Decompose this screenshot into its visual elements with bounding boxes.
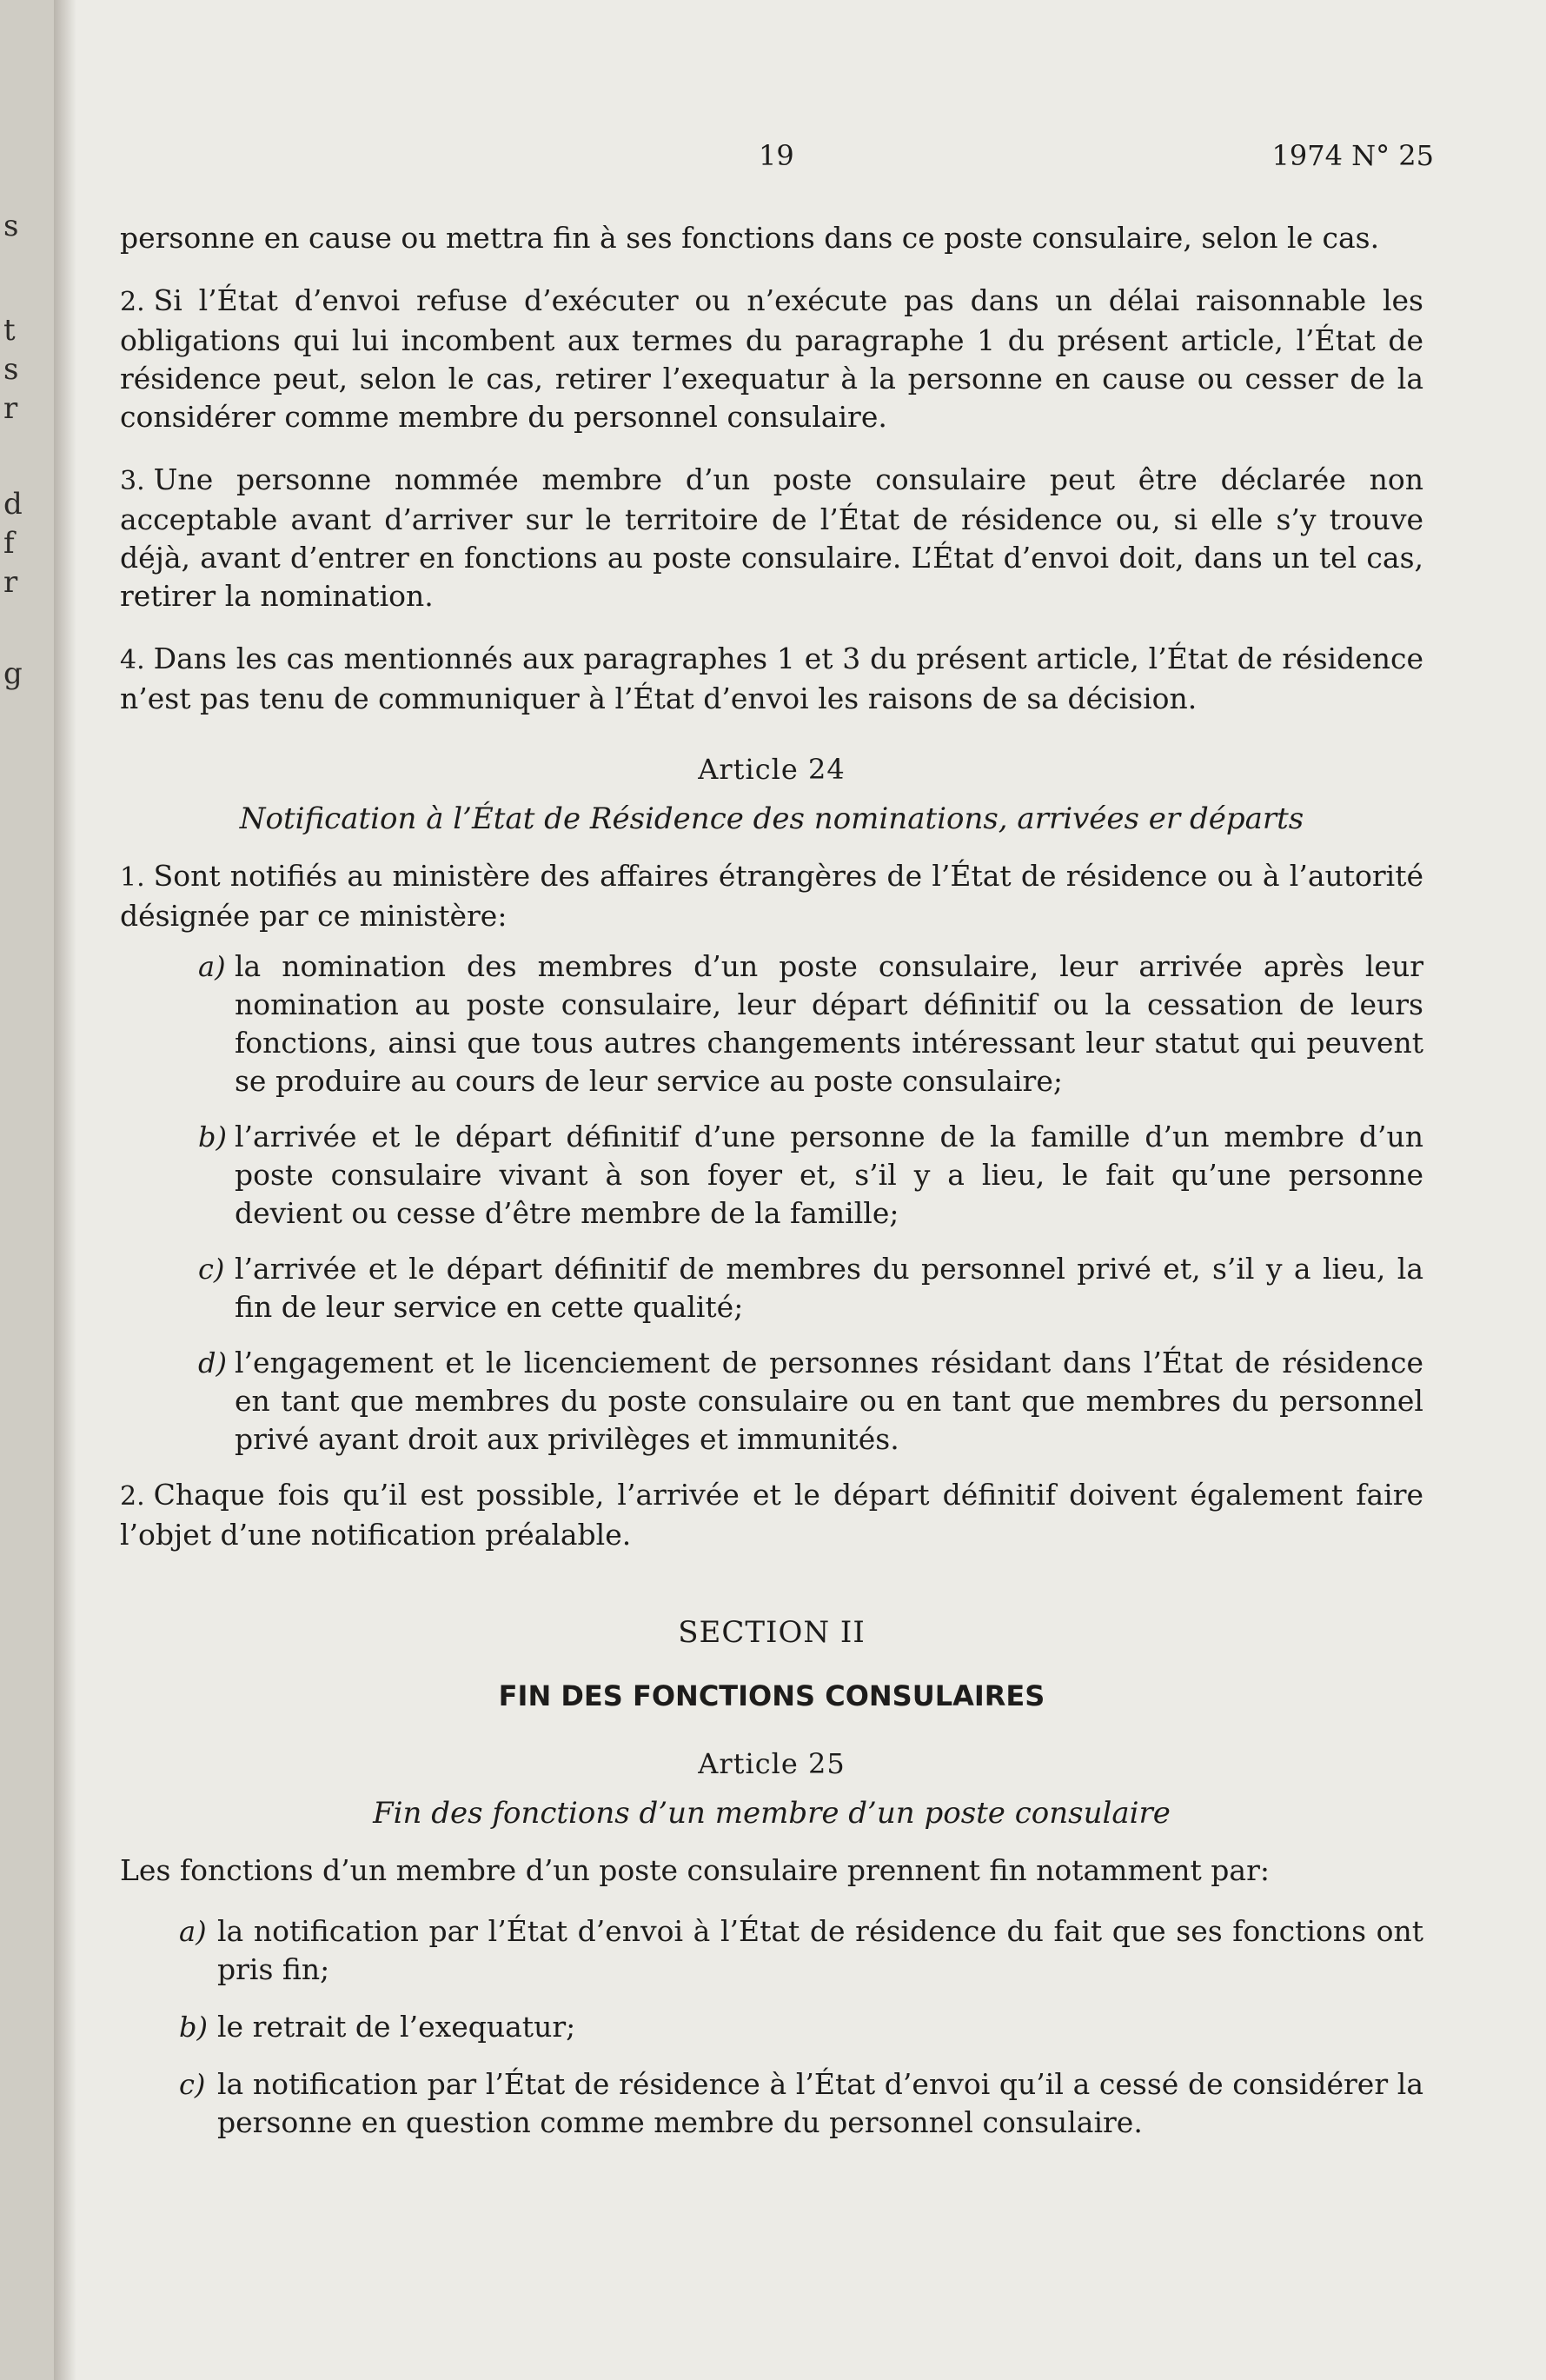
gutter-shadow [54,0,76,2380]
paragraph-continued: personne en cause ou mettra fin à ses fonctions dans ce poste consulaire, selon le cas. [120,221,1380,255]
paragraph-text: Si l’État d’envoi refuse d’exécuter ou n’exécute pas dans un délai raisonnable les obligations qui lui incombent aux termes du paragraphe 1 du présent article, l’État de résidence peut, selon le cas, retirer l’exequatur à la personne en cause ou cesser de la considérer comme membre du personnel consulaire. [120,283,1423,434]
paragraph-number: 3. [120,466,145,496]
paragraph-2 [120,282,1423,436]
paragraph-text: Une personne nommée membre d’un poste consulaire peut être déclarée non acceptable avant d’arriver sur le territoire de l’État de résidence ou, si elle s’y trouve déjà, avant d’entrer en fonctions au poste consulaire. L’État d’envoi doit, dans un tel cas, retirer la nomination. [120,462,1423,613]
item-text: l’arrivée et le départ définitif de membres du personnel privé et, s’il y a lieu, la fin de leur service en cette qualité; [235,1252,1423,1324]
paragraph-text: Sont notifiés au ministère des affaires étrangères de l’État de résidence ou à l’autorité désignée par ce ministère: [120,859,1423,933]
item-label: c) [179,2068,206,2101]
list-item [198,1250,1423,1326]
paragraph-number: 2. [120,1481,145,1512]
paragraph-3 [120,461,1423,615]
list-item [198,947,1423,1100]
item-text: le retrait de l’exequatur; [217,2010,576,2044]
margin-fragment: g [3,656,23,691]
page-header [120,139,1434,191]
item-label: b) [198,1120,227,1153]
item-text: l’engagement et le licenciement de personnes résidant dans l’État de résidence en tant que membres du poste consulaire ou en tant que membres du personnel privé ayant droit aux privilèges et immunités. [235,1346,1423,1456]
margin-fragment: r [3,565,18,600]
margin-fragment: s [3,352,19,387]
paragraph-number: 1. [120,862,145,893]
article-24-paragraph-2 [120,1476,1423,1554]
margin-fragment: r [3,391,18,426]
list-item [179,1912,1423,1989]
list-item [179,2008,1423,2046]
paragraph-text: Chaque fois qu’il est possible, l’arrivée et le départ définitif doivent également faire l’objet d’une notification préalable. [120,1478,1423,1552]
document-reference: 1974 N° 25 [1271,139,1434,172]
article-25-intro: Les fonctions d’un membre d’un poste consulaire prennent fin notamment par: [120,1853,1270,1887]
item-text: la nomination des membres d’un poste consulaire, leur arrivée après leur nomination au poste consulaire, leur départ définitif ou la cessation de leurs fonctions, ainsi que tous autres changements intéressant leur statut qui peuvent se produire au cours de leur service au poste consulaire; [235,949,1423,1098]
list-item [198,1344,1423,1459]
article-24-subtitle: Notification à l’État de Résidence des nominations, arrivées er départs [239,801,1304,836]
article-24-paragraph-1 [120,857,1423,935]
paragraph-number: 2. [120,287,145,317]
adjacent-page-margin [0,0,56,2380]
list-item [198,1118,1423,1233]
article-25-title: Article 25 [698,1747,846,1780]
item-label: b) [179,2011,208,2044]
article-24-title: Article 24 [698,753,846,786]
item-label: c) [198,1253,225,1286]
section-title: SECTION II [678,1615,866,1650]
margin-fragment: d [3,487,23,522]
margin-fragment: f [3,526,15,561]
list-item [179,2065,1423,2142]
item-text: la notification par l’État d’envoi à l’État de résidence du fait que ses fonctions ont pris fin; [217,1914,1423,1986]
margin-fragment: s [3,209,19,243]
item-label: a) [179,1915,207,1948]
paragraph-text: Dans les cas mentionnés aux paragraphes 1 et 3 du présent article, l’État de résidence n’est pas tenu de communiquer à l’État d’envoi les raisons de sa décision. [120,642,1423,715]
item-text: l’arrivée et le départ définitif d’une personne de la famille d’un membre d’un poste consulaire vivant à son foyer et, s’il y a lieu, le fait qu’une personne devient ou cesse d’être membre de la famille; [235,1120,1423,1230]
page-number: 19 [759,139,794,172]
paragraph-4 [120,640,1423,718]
item-text: la notification par l’État de résidence à l’État d’envoi qu’il a cessé de considérer la personne en question comme membre du personnel consulaire. [217,2067,1423,2139]
article-25-subtitle: Fin des fonctions d’un membre d’un poste consulaire [373,1796,1171,1831]
item-label: d) [198,1346,227,1379]
document-page [120,139,1434,2161]
section-heading: FIN DES FONCTIONS CONSULAIRES [498,1679,1045,1712]
paragraph-number: 4. [120,645,145,675]
margin-fragment: t [3,313,16,348]
item-label: a) [198,950,226,983]
